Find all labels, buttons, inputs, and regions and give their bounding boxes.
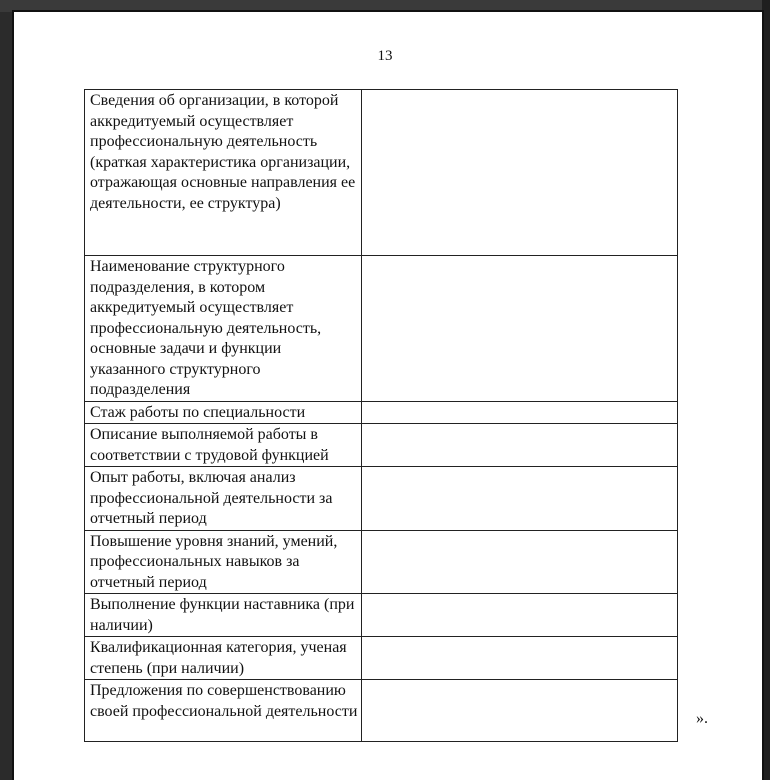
table-row: [85, 680, 678, 742]
table-row: [85, 637, 678, 680]
row-label-cell: [85, 401, 362, 424]
row-label-cell: [85, 424, 362, 467]
closing-quote-mark: ».: [696, 710, 708, 727]
work-experience-value[interactable]: [362, 401, 678, 424]
row-label-cell: [85, 637, 362, 680]
page-number: 13: [377, 48, 393, 64]
table-row: [85, 467, 678, 531]
row-label-cell: [85, 90, 362, 256]
organization-info-label: Сведения об организации, в которой аккредитуемый осуществляет профессиональную деятельность (краткая характеристика организации, отражающая основные направления ее деятельности, ее структура): [90, 92, 356, 212]
mentor-function-value[interactable]: [362, 594, 678, 637]
table-row: [85, 401, 678, 424]
work-experience-label: Стаж работы по специальности: [90, 403, 306, 421]
experience-analysis-value[interactable]: [362, 467, 678, 531]
table-row: [85, 424, 678, 467]
scanner-top-edge: [0, 0, 770, 12]
organization-info-value[interactable]: [362, 90, 678, 256]
improvement-proposals-label: Предложения по совершенствованию своей профессиональной деятельности: [90, 682, 358, 720]
row-label-cell: [85, 467, 362, 531]
table-row: [85, 530, 678, 594]
table-row: [85, 256, 678, 402]
skills-improvement-label: Повышение уровня знаний, умений, профессиональных навыков за отчетный период: [90, 532, 338, 591]
skills-improvement-value[interactable]: [362, 530, 678, 594]
work-description-label: Описание выполняемой работы в соответствии с трудовой функцией: [90, 426, 329, 464]
work-description-value[interactable]: [362, 424, 678, 467]
row-label-cell: [85, 680, 362, 742]
mentor-function-label: Выполнение функции наставника (при наличии): [90, 596, 355, 634]
table-row: [85, 594, 678, 637]
row-label-cell: [85, 594, 362, 637]
department-name-value[interactable]: [362, 256, 678, 402]
table-row: [85, 90, 678, 256]
row-label-cell: [85, 530, 362, 594]
improvement-proposals-value[interactable]: [362, 680, 678, 742]
qualification-category-value[interactable]: [362, 637, 678, 680]
row-label-cell: [85, 256, 362, 402]
experience-analysis-label: Опыт работы, включая анализ профессиональной деятельности за отчетный период: [90, 469, 333, 527]
scanner-right-edge: [762, 0, 770, 780]
department-name-label: Наименование структурного подразделения, в котором аккредитуемый осуществляет профессиональную деятельность, основные задачи и функции указанного структурного подразделения: [90, 258, 322, 398]
form-table: [84, 89, 678, 742]
qualification-category-label: Квалификационная категория, ученая степень (при наличии): [90, 639, 347, 677]
